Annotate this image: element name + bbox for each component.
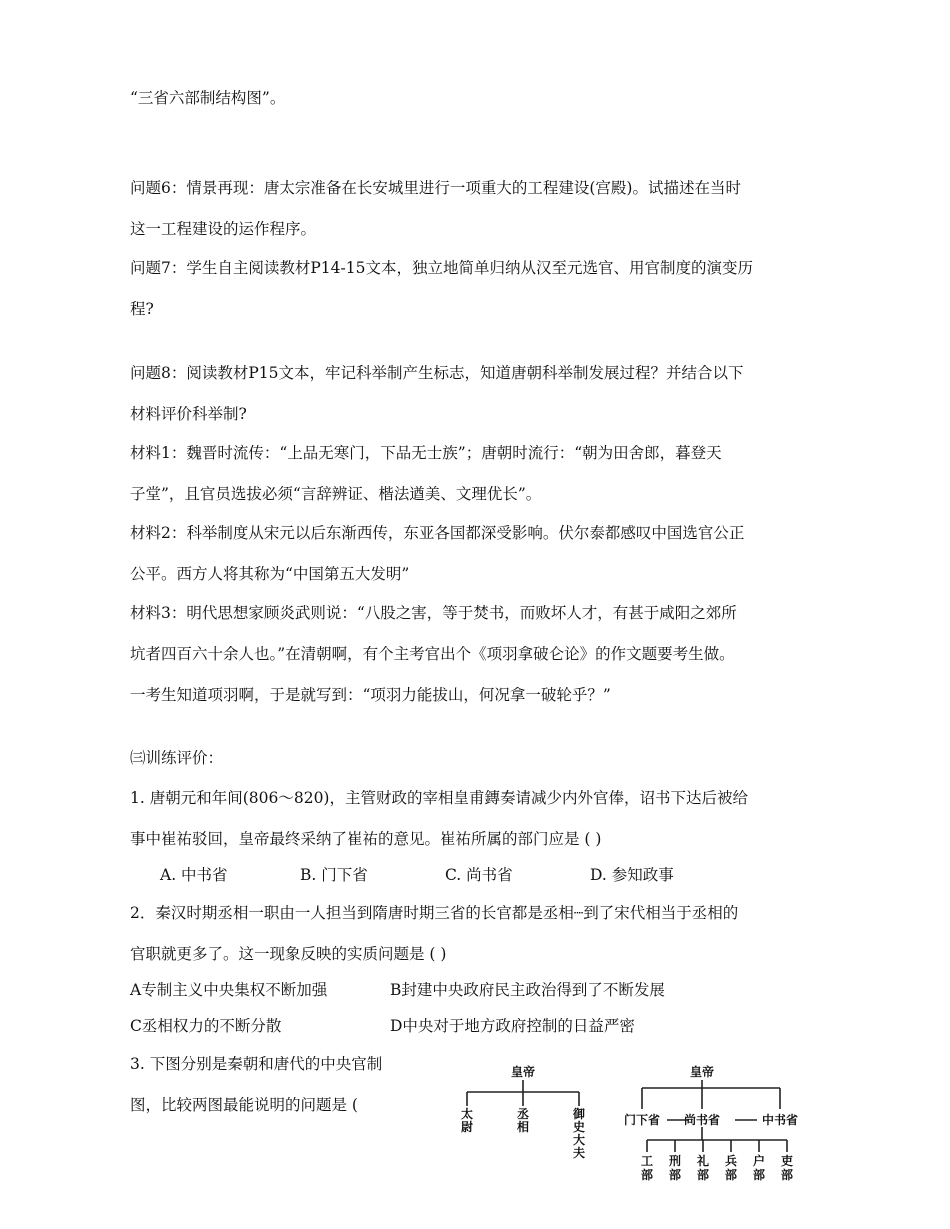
exercise-1-line-2: 事中崔祐驳回，皇帝最终采纳了崔祐的意见。崔祐所属的部门应是 ( ) (130, 830, 602, 848)
exercise-2-option-a: A专制主义中央集权不断加强 (130, 981, 328, 999)
qin-official-1: 丞相 (516, 1107, 530, 1134)
text-line: “三省六部制结构图”。 (130, 89, 286, 107)
qin-diagram (461, 1064, 585, 1160)
tang-diagram (624, 1064, 798, 1182)
tang-province-0: 门下省 (623, 1113, 661, 1127)
exercise-2-option-c: C丞相权力的不断分散 (130, 1017, 282, 1035)
qin-official-2: 御史大夫 (572, 1107, 586, 1160)
tang-ministry-2: 礼部 (696, 1154, 710, 1182)
material-1-line-1: 材料1：魏晋时流传：“上品无寒门，下品无士族”；唐朝时流行：“朝为田舍郎，暮登天 (130, 444, 722, 462)
exercise-1-line-1: 1. 唐朝元和年间(806～820)，主管财政的宰相皇甫鏄奏请减少内外官俸，诏书下达后被给 (130, 789, 748, 807)
qin-tang-official-system-diagrams (455, 1062, 825, 1192)
material-3-line-3: 一考生知道项羽啊，于是就写到：“项羽力能拔山，何况拿一破轮乎？” (130, 686, 611, 704)
section-heading: ㈢训练评价： (130, 749, 224, 767)
question-6-line-2: 这一工程建设的运作程序。 (130, 220, 317, 238)
exercise-1-option-c: C. 尚书省 (445, 866, 513, 884)
tang-ministry-0: 工部 (640, 1154, 654, 1182)
exercise-1-option-b: B. 门下省 (300, 866, 368, 884)
exercise-1-option-d: D. 参知政事 (590, 866, 674, 884)
question-6-line-1: 问题6：情景再现：唐太宗准备在长安城里进行一项重大的工程建设(宫殿)。试描述在当时 (130, 179, 741, 197)
exercise-2-line-1: 2．秦汉时期丞相一职由一人担当到隋唐时期三省的长官都是丞相┈到了宋代相当于丞相的 (130, 904, 739, 922)
material-2-line-1: 材料2：科举制度从宋元以后东渐西传，东亚各国都深受影响。伏尔泰都感叹中国选官公正 (130, 524, 745, 542)
material-3-line-2: 坑者四百六十余人也。”在清朝啊，有个主考官出个《项羽拿破仑论》的作文题要考生做。 (130, 645, 735, 663)
qin-official-0: 太尉 (460, 1107, 474, 1134)
tang-ministry-5: 吏部 (780, 1154, 794, 1182)
question-8-line-1: 问题8：阅读教材P15文本，牢记科举制产生标志，知道唐朝科举制发展过程？并结合以下 (130, 364, 744, 382)
tang-ministry-4: 户部 (752, 1154, 766, 1182)
tang-province-2: 中书省 (761, 1113, 799, 1127)
exercise-3-line-2: 图，比较两图最能说明的问题是 ( (130, 1096, 358, 1114)
qin-root-emperor: 皇帝 (510, 1065, 536, 1079)
tang-root-emperor: 皇帝 (689, 1065, 715, 1079)
tang-province-1: 尚书省 (683, 1113, 721, 1127)
material-1-line-2: 子堂”，且官员选拔必须“言辞辨证、楷法遒美、文理优长”。 (130, 485, 542, 503)
exercise-2-option-d: D中央对于地方政府控制的日益严密 (390, 1017, 635, 1035)
question-8-line-2: 材料评价科举制? (130, 405, 247, 423)
material-3-line-1: 材料3：明代思想家顾炎武则说：“八股之害，等于焚书，而败坏人才，有甚于咸阳之郊所 (130, 604, 737, 622)
tang-ministry-1: 刑部 (668, 1154, 682, 1182)
exercise-3-line-1: 3. 下图分别是秦朝和唐代的中央官制 (130, 1055, 383, 1073)
question-7-line-2: 程? (130, 300, 154, 318)
tang-ministry-3: 兵部 (724, 1154, 738, 1182)
question-7-line-1: 问题7：学生自主阅读教材P14-15文本，独立地简单归纳从汉至元选官、用官制度的演变历 (130, 259, 753, 277)
exercise-1-option-a: A. 中书省 (160, 866, 228, 884)
material-2-line-2: 公平。西方人将其称为“中国第五大发明” (130, 565, 410, 583)
exercise-2-line-2: 官职就更多了。这一现象反映的实质问题是 ( ) (130, 945, 447, 963)
exercise-2-option-b: B封建中央政府民主政治得到了不断发展 (390, 981, 665, 999)
